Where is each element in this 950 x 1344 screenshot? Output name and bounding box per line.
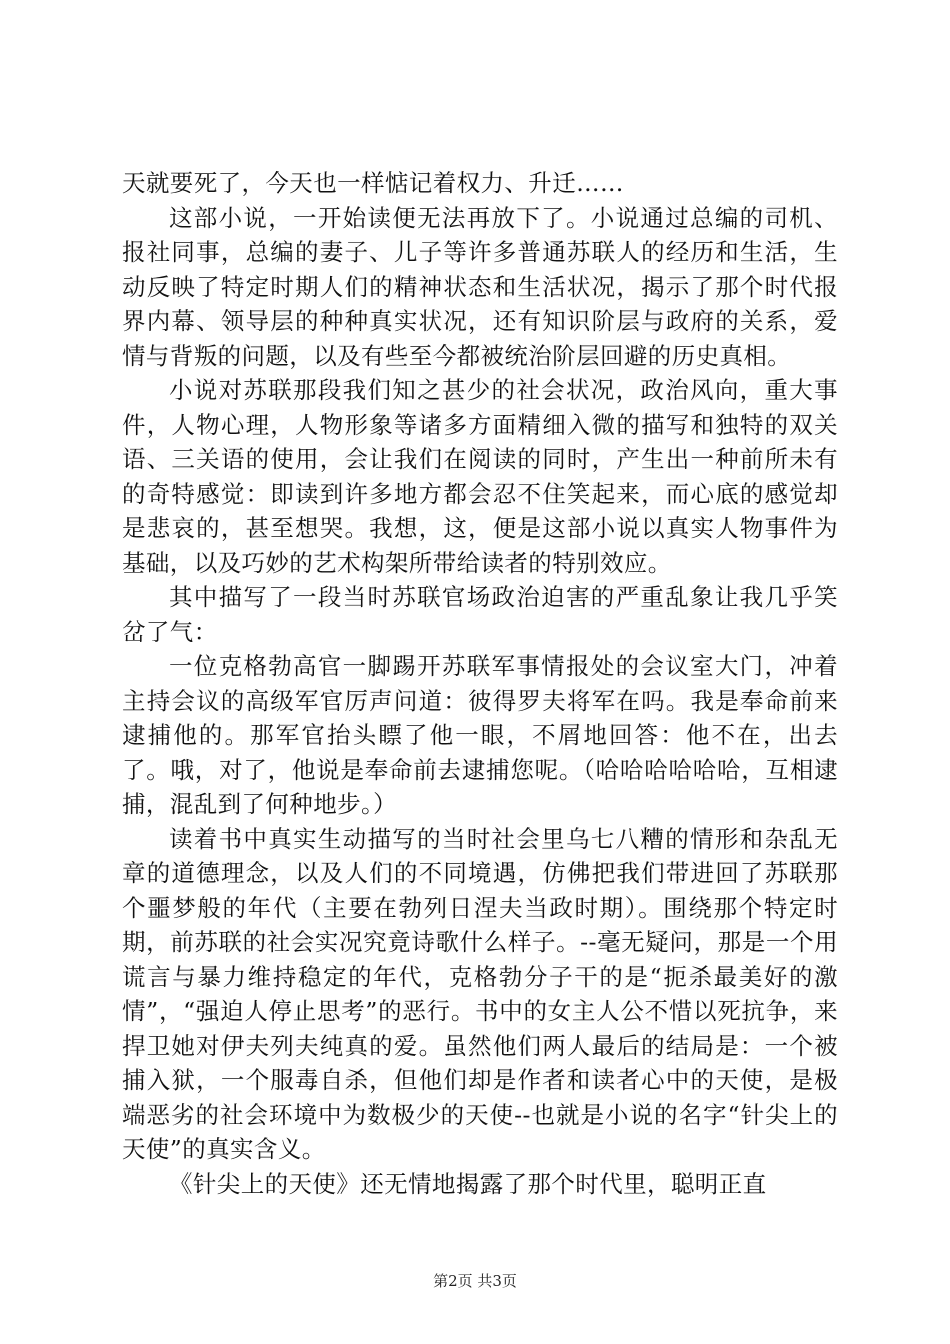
- page-number-label: 第2页 共3页: [433, 1272, 517, 1290]
- paragraph-continuation: 天就要死了，今天也一样惦记着权力、升迁……: [122, 169, 624, 197]
- paragraph: 读着书中真实生动描写的当时社会里乌七八糟的情形和杂乱无章的道德理念，以及人们的不同境遇，仿佛把我们带进回了苏联那个噩梦般的年代（主要在勃列日涅夫当政时期）。围绕那个特定时期，前苏联的社会实况究竟诗歌什么样子。--毫无疑问，那是一个用谎言与暴力维持稳定的年代，克格勃分子干的是“扼杀最美好的激情”，“强迫人停止思考”的恶行。书中的女主人公不惜以死抗争，来捍卫她对伊夫列夫纯真的爱。虽然他们两人最后的结局是：一个被捕入狱，一个服毒自杀，但他们却是作者和读者心中的天使，是极端恶劣的社会环境中为数极少的天使--也就是小说的名字“针尖上的天使”的真实含义。: [122, 824, 838, 1163]
- paragraph: 小说对苏联那段我们知之甚少的社会状况，政治风向，重大事件，人物心理，人物形象等诸多方面精细入微的描写和独特的双关语、三关语的使用，会让我们在阅读的同时，产生出一种前所未有的奇特感觉：即读到许多地方都会忍不住笑起来，而心底的感觉却是悲哀的，甚至想哭。我想，这，便是这部小说以真实人物事件为基础，以及巧妙的艺术构架所带给读者的特别效应。: [122, 376, 838, 577]
- paragraph-quote: 一位克格勃高官一脚踢开苏联军事情报处的会议室大门，冲着主持会议的高级军官厉声问道：彼得罗夫将军在吗。我是奉命前来逮捕他的。那军官抬头瞟了他一眼，不屑地回答：他不在，出去了。哦，对了，他说是奉命前去逮捕您呢。（哈哈哈哈哈哈，互相逮捕，混乱到了何种地步。）: [122, 652, 838, 818]
- paragraph: 其中描写了一段当时苏联官场政治迫害的严重乱象让我几乎笑岔了气：: [122, 583, 838, 646]
- paragraph: 这部小说，一开始读便无法再放下了。小说通过总编的司机、报社同事，总编的妻子、儿子等许多普通苏联人的经历和生活，生动反映了特定时期人们的精神状态和生活状况，揭示了那个时代报界内幕、领导层的种种真实状况，还有知识阶层与政府的关系，爱情与背叛的问题，以及有些至今都被统治阶层回避的历史真相。: [122, 203, 838, 370]
- page-footer: [0, 1270, 950, 1291]
- document-body: [122, 166, 838, 1201]
- paragraph: 《针尖上的天使》还无情地揭露了那个时代里，聪明正直: [169, 1169, 767, 1198]
